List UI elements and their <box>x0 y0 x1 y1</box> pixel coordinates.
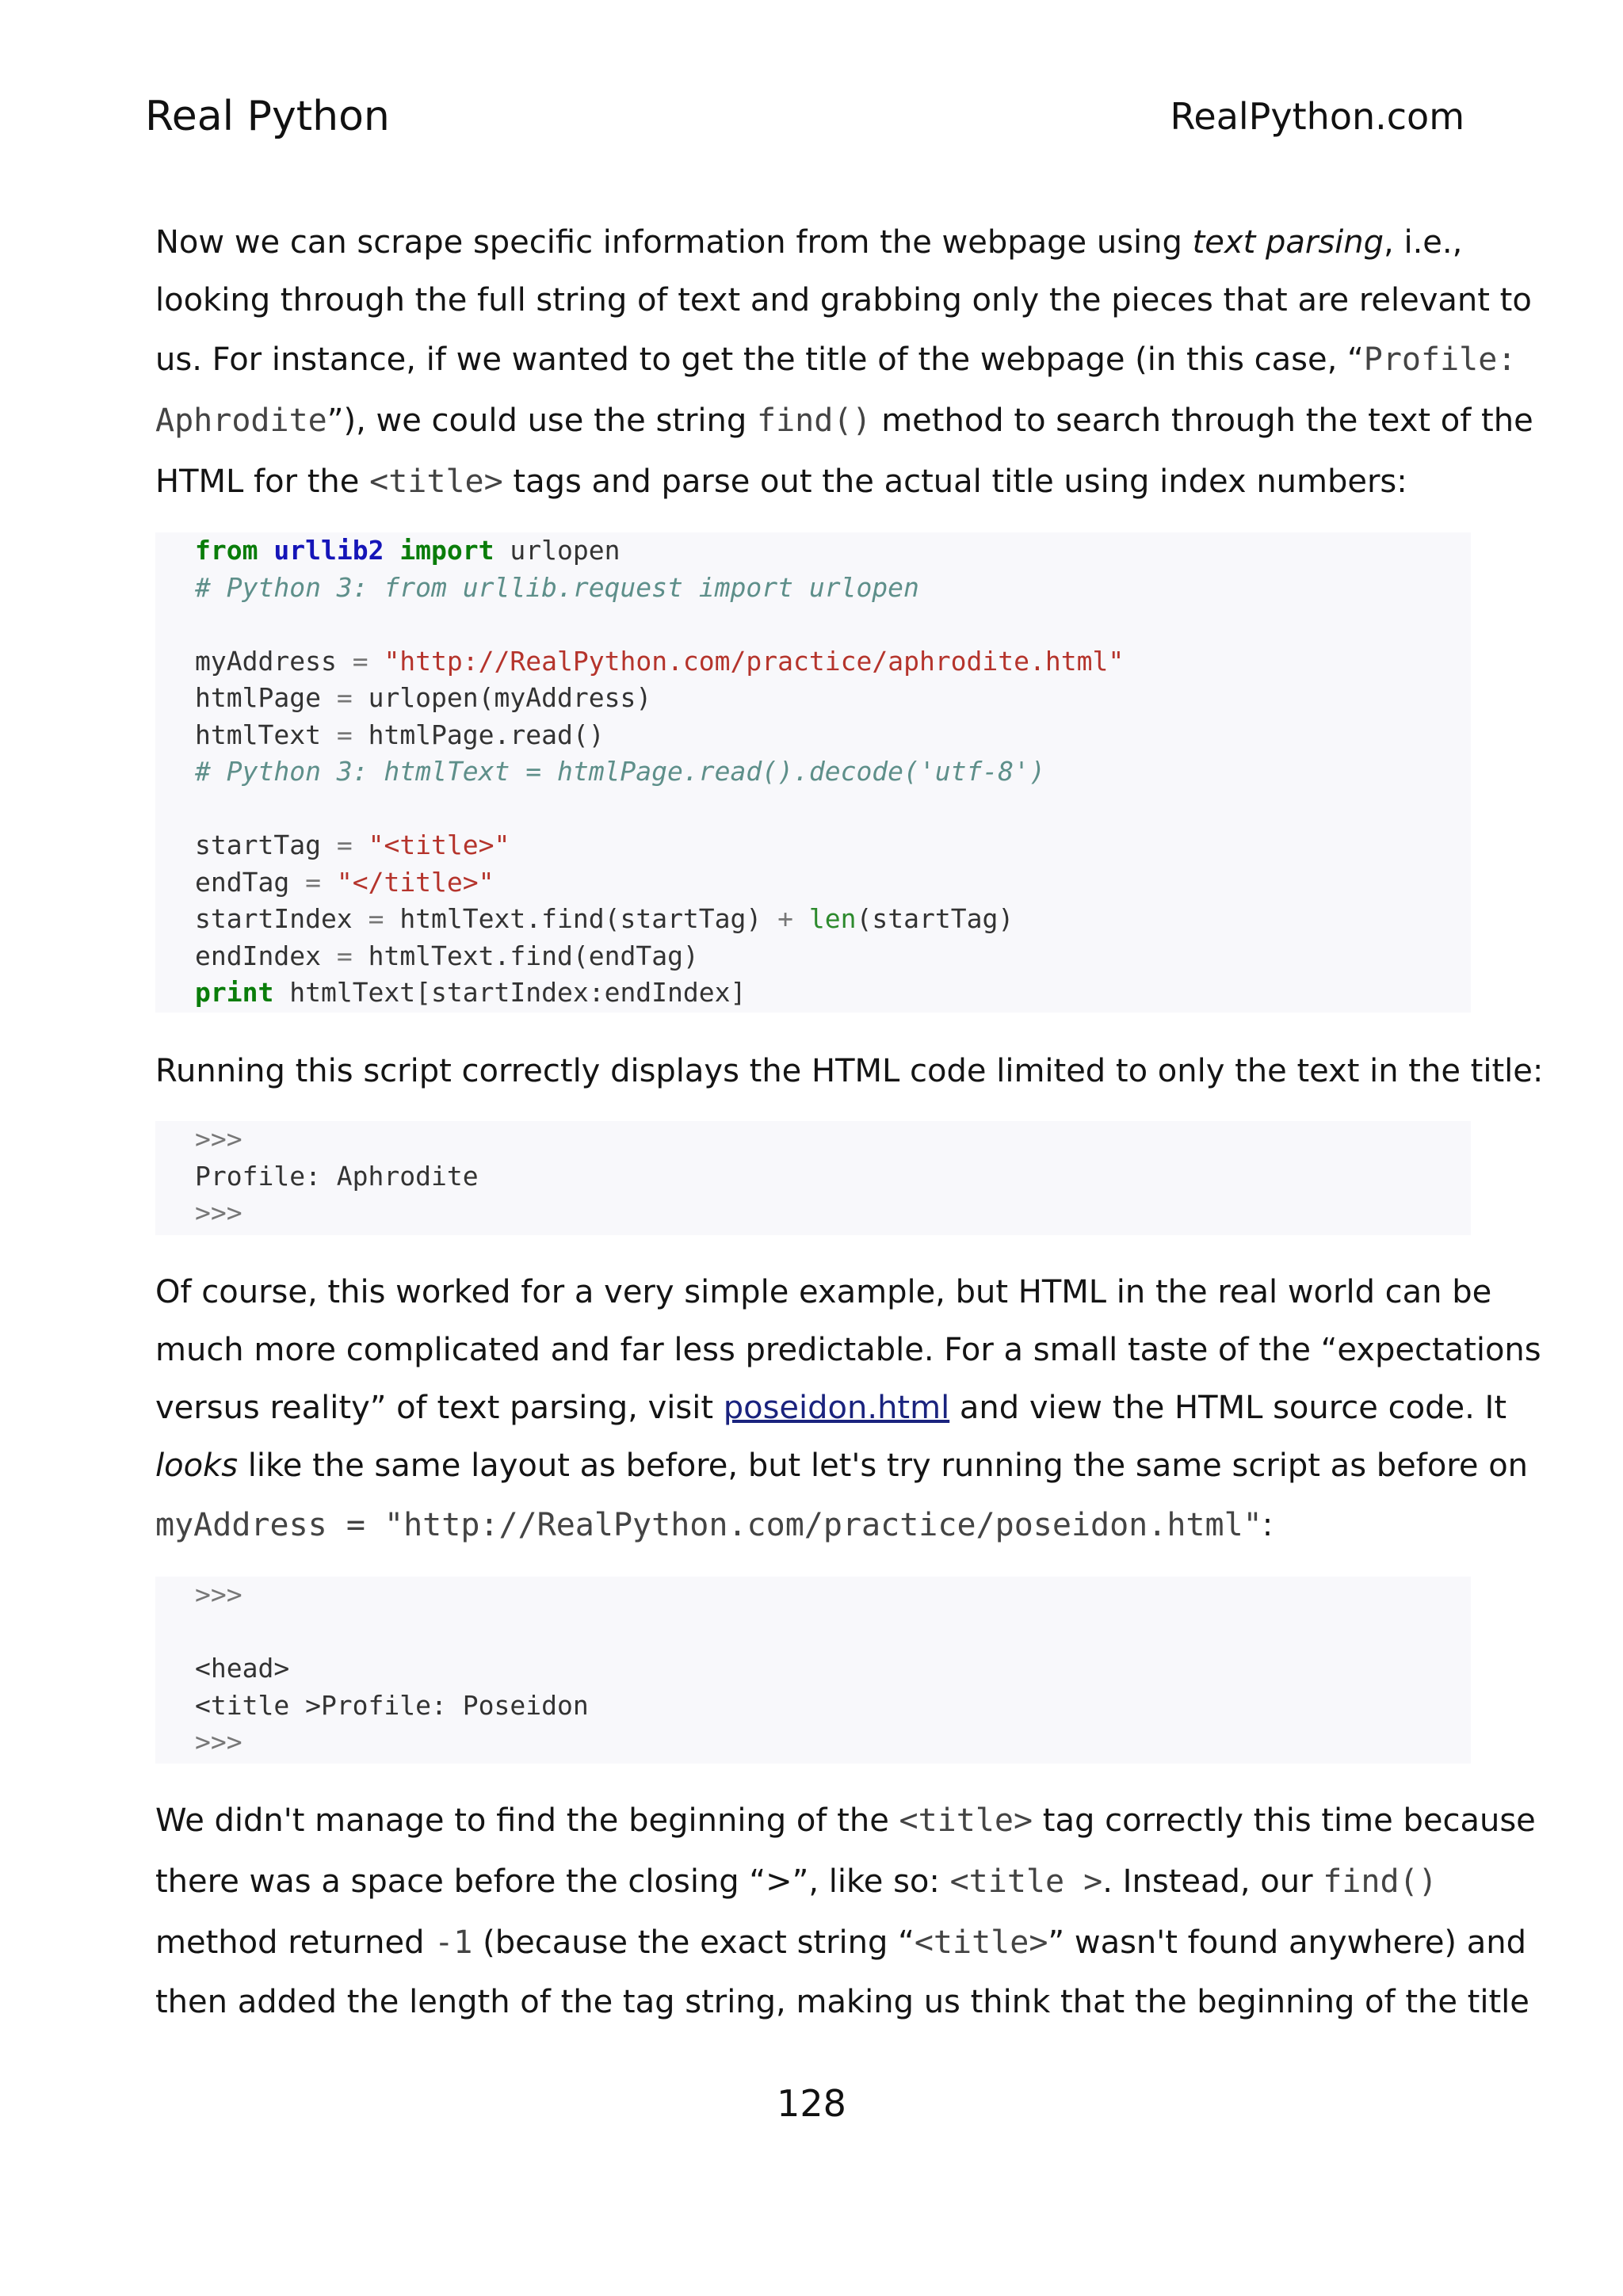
inline-code: -1 <box>434 1924 473 1961</box>
code-token: from <box>195 535 258 566</box>
code-token: htmlText[startIndex:endIndex] <box>289 977 747 1008</box>
text: (because the exact string “ <box>472 1924 915 1961</box>
code-token: urlopen <box>510 535 621 566</box>
code-token: >>> <box>195 1726 242 1757</box>
code-token: "<title>" <box>368 830 510 860</box>
code-token: = <box>336 719 353 750</box>
inline-code: find() <box>757 402 872 439</box>
code-block-output-poseidon <box>155 1577 1471 1764</box>
code-token: >>> <box>195 1197 242 1228</box>
code-token: <title >Profile: Poseidon <box>195 1689 589 1721</box>
code-token: myAddress <box>195 645 337 677</box>
code-block-output-aphrodite <box>155 1121 1471 1235</box>
header-site: RealPython.com <box>1170 95 1465 138</box>
code-token: = <box>305 866 321 898</box>
text: there was a space before the closing “>”, like so: <box>155 1863 950 1900</box>
poseidon-link[interactable]: poseidon.html <box>723 1390 950 1426</box>
code-token: = <box>336 830 353 860</box>
code-token: htmlPage <box>195 682 321 713</box>
code-block-scraper <box>155 532 1471 1013</box>
code-token: >>> <box>195 1123 242 1154</box>
code-token: startIndex <box>195 903 353 934</box>
text: . Instead, our <box>1102 1863 1323 1900</box>
code-token: # Python 3: htmlText = htmlPage.read().decode('utf-8') <box>195 756 1045 787</box>
text: ” wasn't found anywhere) and <box>1048 1924 1526 1961</box>
text: Of course, this worked for a very simple example, but HTML in the real world can be <box>155 1274 1492 1310</box>
text: us. For instance, if we wanted to get the title of the webpage (in this case, “ <box>155 341 1364 378</box>
code-token: urllib2 <box>273 535 384 566</box>
text: , i.e., <box>1384 224 1463 261</box>
inline-code: find() <box>1323 1863 1438 1900</box>
inline-code: <title > <box>949 1863 1103 1900</box>
header-title: Real Python <box>145 93 390 140</box>
code-token: len <box>808 903 857 934</box>
code-token: endTag <box>195 866 290 898</box>
inline-code: myAddress = "http://RealPython.com/practice/poseidon.html" <box>155 1507 1262 1543</box>
code-token: "</title>" <box>336 866 495 898</box>
code-token: # Python 3: from urllib.request import urlopen <box>195 571 919 603</box>
code-token: = <box>368 903 384 934</box>
inline-code: <title> <box>369 463 503 500</box>
code-token: print <box>195 977 274 1008</box>
text: tags and parse out the actual title using index numbers: <box>502 463 1407 500</box>
code-token: htmlText <box>195 719 321 750</box>
code-token: >>> <box>195 1579 242 1610</box>
code-token: htmlPage.read() <box>368 719 605 750</box>
code-token: = <box>336 940 353 971</box>
paragraph-intro <box>155 214 1533 513</box>
code-token: endIndex <box>195 940 321 971</box>
code-token: <head> <box>195 1653 290 1684</box>
text: We didn't manage to find the beginning of the <box>155 1802 899 1839</box>
code-token: "http://RealPython.com/practice/aphrodite.html" <box>384 645 1125 677</box>
text: : <box>1262 1507 1274 1543</box>
text: method to search through the text of the <box>871 402 1533 439</box>
code-token: = <box>336 682 353 713</box>
inline-code: <title> <box>914 1924 1048 1961</box>
inline-code: Aphrodite <box>155 402 327 439</box>
paragraph-explanation <box>155 1791 1536 2031</box>
text: then added the length of the tag string, making us think that the beginning of the title <box>155 1984 1529 2020</box>
emphasis: looks <box>155 1447 239 1484</box>
emphasis: text parsing <box>1192 224 1384 261</box>
text: ”), we could use the string <box>327 402 757 439</box>
text: tag correctly this time because <box>1033 1802 1536 1839</box>
text: looking through the full string of text and grabbing only the pieces that are relevant to <box>155 282 1532 318</box>
text: like the same layout as before, but let's try running the same script as before on <box>238 1447 1529 1484</box>
text: HTML for the <box>155 463 370 500</box>
text: Running this script correctly displays the HTML code limited to only the text in the title: <box>155 1053 1544 1089</box>
text: method returned <box>155 1924 435 1961</box>
paragraph-result <box>155 1043 1544 1100</box>
code-token: = <box>352 645 369 677</box>
text: much more complicated and far less predictable. For a small taste of the “expectations <box>155 1332 1541 1368</box>
text: Now we can scrape specific information from the webpage using <box>155 224 1193 261</box>
inline-code: <title> <box>899 1802 1033 1839</box>
code-token: htmlText.find(endTag) <box>368 940 699 971</box>
code-token: htmlText.find(startTag) <box>399 903 762 934</box>
page-number: 128 <box>777 2082 846 2125</box>
code-token: startTag <box>195 830 321 860</box>
text: and view the HTML source code. It <box>949 1390 1507 1426</box>
code-token: import <box>399 535 495 566</box>
code-token: urlopen(myAddress) <box>368 682 652 713</box>
paragraph-poseidon <box>155 1264 1541 1556</box>
code-token: (startTag) <box>856 903 1014 934</box>
code-token: + <box>777 903 794 934</box>
inline-code: Profile: <box>1363 341 1517 378</box>
code-token: Profile: Aphrodite <box>195 1160 479 1192</box>
text: versus reality” of text parsing, visit <box>155 1390 724 1426</box>
